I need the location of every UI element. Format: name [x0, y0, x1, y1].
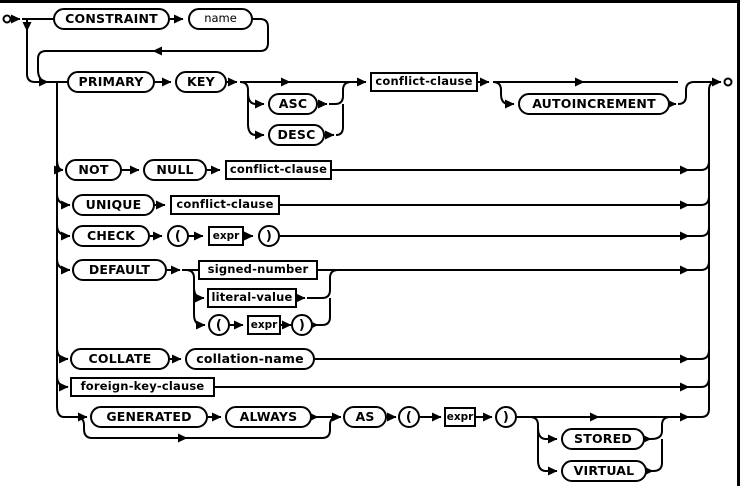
collate-keyword: COLLATE: [70, 348, 170, 370]
literal-value-link[interactable]: literal-value: [207, 288, 297, 308]
default-keyword: DEFAULT: [72, 259, 167, 281]
open-paren-generated: (: [398, 406, 420, 428]
autoincrement-keyword: AUTOINCREMENT: [518, 93, 670, 115]
conflict-clause-link-pk[interactable]: conflict-clause: [370, 72, 478, 92]
name-token: name: [188, 8, 253, 30]
check-keyword: CHECK: [72, 225, 150, 247]
close-paren-check: ): [258, 225, 280, 247]
unique-keyword: UNIQUE: [72, 194, 155, 216]
not-keyword: NOT: [65, 159, 122, 181]
foreign-key-clause-link[interactable]: foreign-key-clause: [70, 377, 215, 397]
primary-keyword: PRIMARY: [67, 71, 155, 93]
always-keyword: ALWAYS: [225, 406, 312, 428]
signed-number-link[interactable]: signed-number: [198, 260, 318, 280]
key-keyword: KEY: [175, 71, 227, 93]
virtual-keyword: VIRTUAL: [561, 460, 647, 482]
conflict-clause-link-unique[interactable]: conflict-clause: [170, 195, 280, 215]
expr-link-check[interactable]: expr: [208, 226, 244, 246]
as-keyword: AS: [343, 406, 387, 428]
stored-keyword: STORED: [561, 428, 645, 450]
null-keyword: NULL: [143, 159, 207, 181]
generated-keyword: GENERATED: [90, 406, 208, 428]
close-paren-default: ): [291, 314, 313, 336]
close-paren-generated: ): [495, 406, 517, 428]
expr-link-generated[interactable]: expr: [444, 407, 476, 427]
entry-terminal-icon: [4, 16, 11, 23]
asc-keyword: ASC: [268, 93, 318, 115]
open-paren-check: (: [167, 225, 189, 247]
open-paren-default: (: [208, 314, 230, 336]
constraint-keyword: CONSTRAINT: [53, 8, 170, 30]
desc-keyword: DESC: [268, 124, 325, 146]
conflict-clause-link-notnull[interactable]: conflict-clause: [225, 160, 332, 180]
exit-terminal-icon: [725, 79, 732, 86]
expr-link-default[interactable]: expr: [247, 315, 281, 335]
collation-name-token: collation-name: [185, 348, 315, 370]
